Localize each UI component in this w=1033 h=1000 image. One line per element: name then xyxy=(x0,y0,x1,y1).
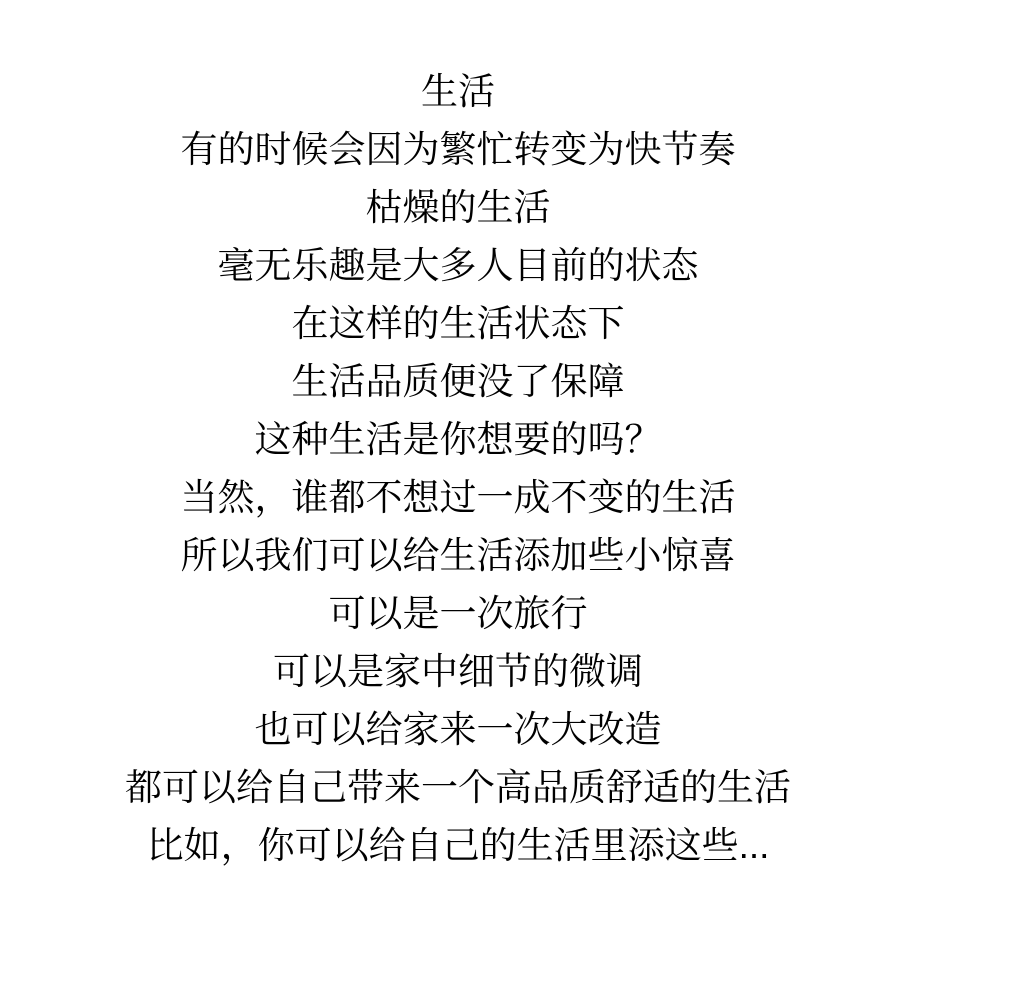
poem-line: 都可以给自己带来一个高品质舒适的生活 xyxy=(125,767,791,808)
poem-line: 当然，谁都不想过一成不变的生活 xyxy=(180,477,736,518)
poem-line: 所以我们可以给生活添加些小惊喜 xyxy=(180,535,736,576)
poem-text-block xyxy=(0,63,916,875)
poem-line: 可以是家中细节的微调 xyxy=(273,651,643,692)
poem-line: 可以是一次旅行 xyxy=(328,593,588,634)
poem-line: 也可以给家来一次大改造 xyxy=(254,709,662,750)
poem-line: 在这样的生活状态下 xyxy=(291,303,625,344)
poem-title-line: 生活 xyxy=(421,71,495,112)
poem-line: 生活品质便没了保障 xyxy=(291,361,625,402)
poem-line: 有的时候会因为繁忙转变为快节奏 xyxy=(180,129,736,170)
poem-line: 比如，你可以给自己的生活里添这些... xyxy=(146,825,770,866)
poem-line: 这种生活是你想要的吗？ xyxy=(254,419,662,460)
poem-line: 毫无乐趣是大多人目前的状态 xyxy=(217,245,699,286)
poem-line: 枯燥的生活 xyxy=(365,187,551,228)
